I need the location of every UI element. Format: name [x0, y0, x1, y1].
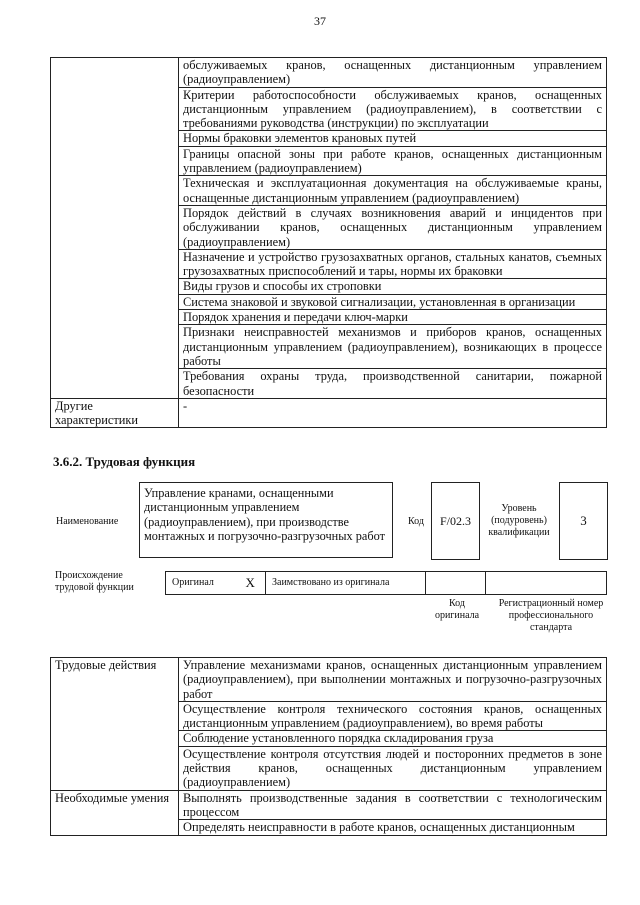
list-item: Техническая и эксплуатационная документация на обслуживаемые краны, оснащенные дистанционным управлением (радиоуправлением) — [179, 176, 607, 206]
list-item: Осуществление контроля отсутствия людей и посторонних предметов в зоне действия кранов, оснащенных дистанционным управлением (радиоуправлением) — [179, 746, 607, 790]
list-item: Порядок действий в случаях возникновения аварий и инцидентов при обслуживании кранов, оснащенных дистанционным управлением (радиоуправлением) — [179, 205, 607, 249]
table-row — [51, 658, 607, 702]
list-item: Нормы браковки элементов крановых путей — [179, 131, 607, 146]
reg-number-label: Регистрационный номер профессионального стандарта — [498, 598, 604, 633]
skills-label: Необходимые умения — [51, 790, 179, 835]
original-mark: X — [234, 572, 266, 595]
origin-table — [165, 571, 607, 595]
list-item: Соблюдение установленного порядка складирования груза — [179, 731, 607, 746]
list-item: Выполнять производственные задания в соответствии с технологическим процессом — [179, 790, 607, 820]
knowledge-table — [50, 57, 607, 428]
function-name-box: Управление кранами, оснащенными дистанционным управлением (радиоуправлением), при производстве монтажных и погрузочно-разгрузочных работ — [139, 482, 393, 558]
table-row — [51, 790, 607, 820]
section-title: 3.6.2. Трудовая функция — [53, 454, 196, 469]
other-characteristics-label: Другие характеристики — [51, 398, 179, 428]
list-item: Осуществление контроля технического состояния кранов, оснащенных дистанционным управлением (радиоуправлением), во время работы — [179, 701, 607, 731]
row-label-empty — [51, 58, 179, 399]
name-label: Наименование — [56, 516, 119, 527]
list-item: Определять неисправности в работе кранов, оснащенных дистанционным — [179, 820, 607, 835]
table-row — [51, 58, 607, 88]
list-item: Критерии работоспособности обслуживаемых кранов, оснащенных дистанционным управлением (радиоуправлением), в соответствии с требованиями руководства (инструкции) по эксплуатации — [179, 87, 607, 131]
origin-label-text: Происхождение трудовой функции — [55, 570, 134, 593]
other-characteristics-value: - — [179, 398, 607, 428]
level-box: 3 — [559, 482, 608, 560]
table-row — [51, 398, 607, 428]
borrowed-label: Заимствовано из оригинала — [266, 572, 426, 595]
list-item: Назначение и устройство грузозахватных органов, стальных канатов, съемных грузозахватных приспособлений и тары, нормы их браковки — [179, 249, 607, 279]
list-item: Признаки неисправностей механизмов и приборов кранов, оснащенных дистанционным управлением (радиоуправлением), возникающих в процессе работы — [179, 325, 607, 369]
page-number: 37 — [314, 14, 326, 28]
list-item: Система знаковой и звуковой сигнализации, установленная в организации — [179, 294, 607, 309]
reg-number-cell — [486, 572, 607, 595]
code-label: Код — [408, 516, 424, 527]
list-item: Границы опасной зоны при работе кранов, оснащенных дистанционным управлением (радиоуправлением) — [179, 146, 607, 176]
list-item: Требования охраны труда, производственной санитарии, пожарной безопасности — [179, 369, 607, 399]
code-box: F/02.3 — [431, 482, 480, 560]
original-label: Оригинал — [166, 572, 234, 595]
table-row — [166, 572, 607, 595]
list-item: Порядок хранения и передачи ключ-марки — [179, 310, 607, 325]
actions-label: Трудовые действия — [51, 658, 179, 791]
origin-label — [55, 570, 150, 594]
list-item: обслуживаемых кранов, оснащенных дистанционным управлением (радиоуправлением) — [179, 58, 607, 88]
code-original-label: Код оригинала — [434, 598, 480, 621]
list-item: Управление механизмами кранов, оснащенных дистанционным управлением (радиоуправлением), при выполнении монтажных и погрузочно-разгрузочных работ — [179, 658, 607, 702]
actions-table — [50, 657, 607, 836]
code-original-cell — [426, 572, 486, 595]
level-label: Уровень (подуровень) квалификации — [488, 503, 550, 538]
list-item: Виды грузов и способы их строповки — [179, 279, 607, 294]
